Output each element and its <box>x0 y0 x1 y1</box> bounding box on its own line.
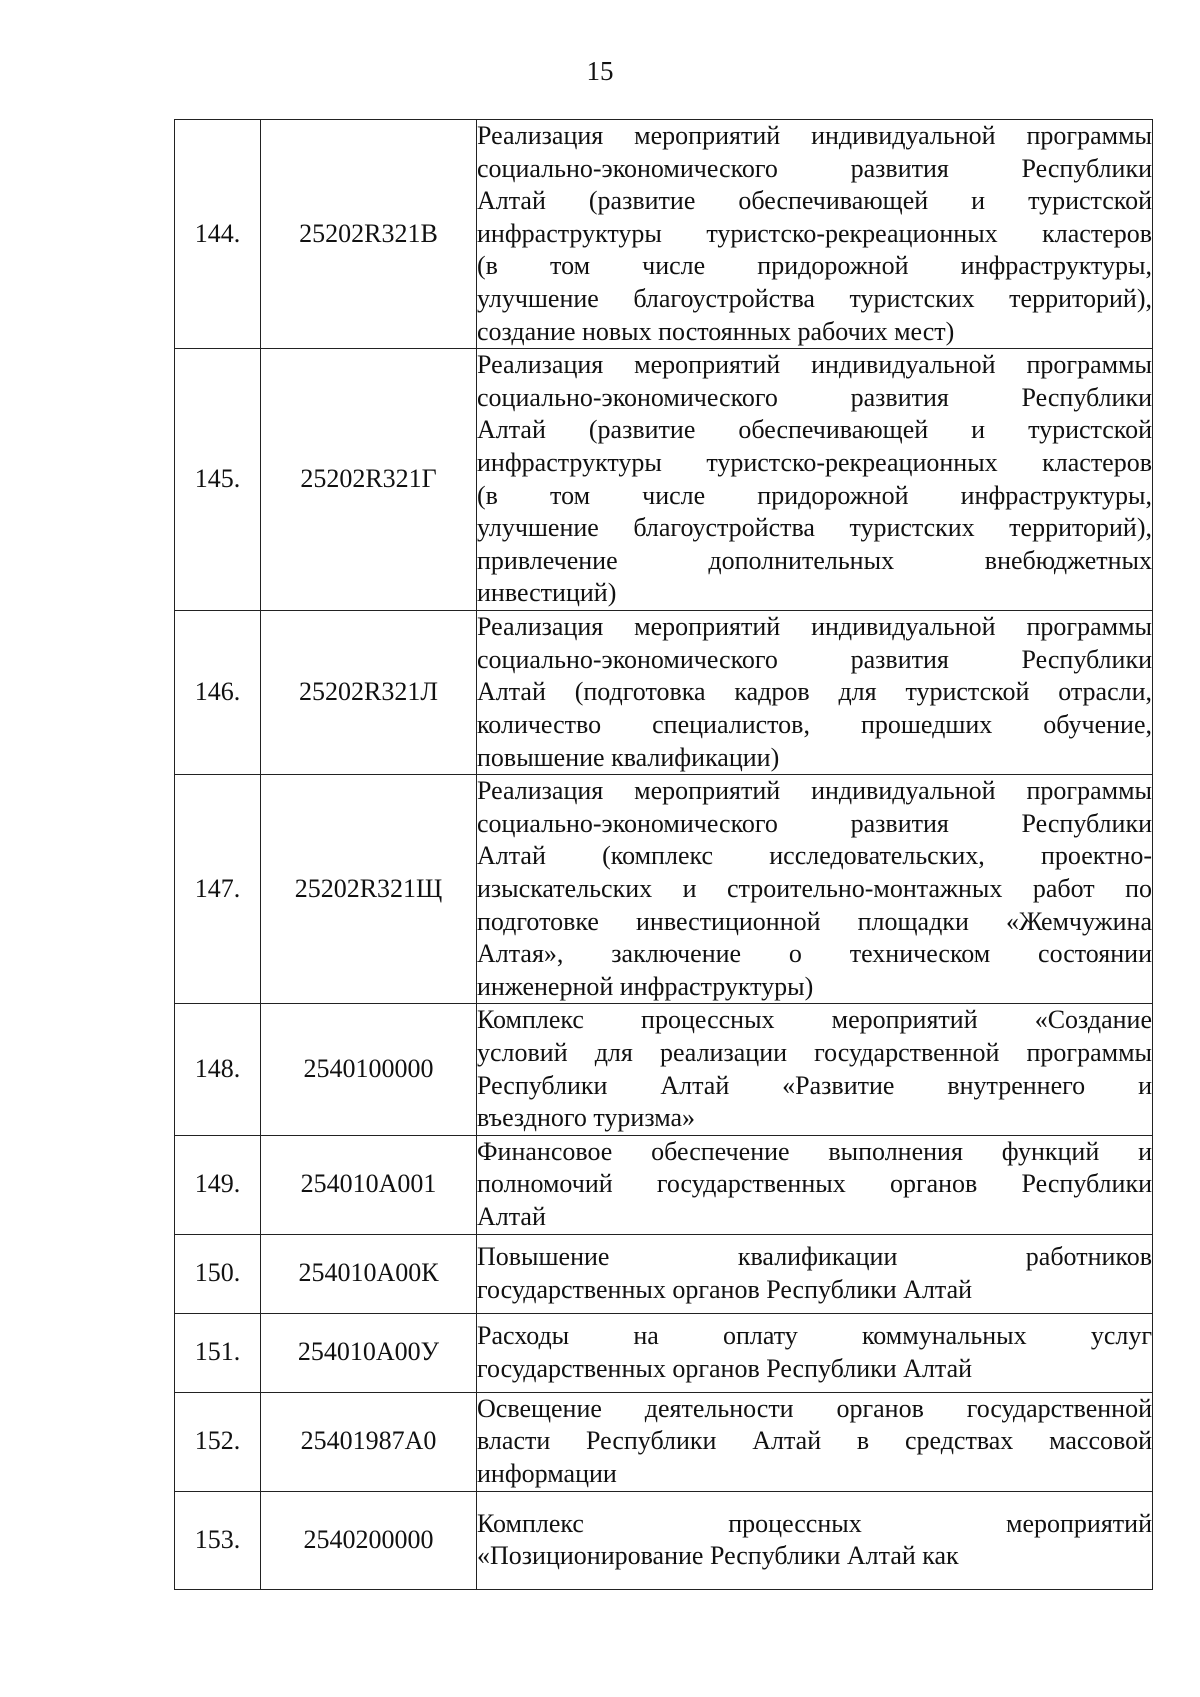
row-code: 25202R321Щ <box>261 775 477 1004</box>
row-code: 25202R321Г <box>261 349 477 611</box>
row-description <box>477 1004 1153 1135</box>
table-row <box>175 1135 1153 1234</box>
description-line: улучшение благоустройства туристских территорий), <box>477 283 1152 313</box>
row-number: 152. <box>175 1392 261 1491</box>
row-number: 149. <box>175 1135 261 1234</box>
table-row <box>175 1004 1153 1135</box>
row-description <box>477 1313 1153 1392</box>
row-number: 148. <box>175 1004 261 1135</box>
description-line: социально-экономического развития Республики <box>477 644 1152 674</box>
description-line: повышение квалификации) <box>477 742 780 772</box>
description-line: информации <box>477 1458 617 1488</box>
row-code: 2540200000 <box>261 1491 477 1589</box>
row-code: 2540100000 <box>261 1004 477 1135</box>
row-number: 150. <box>175 1234 261 1313</box>
description-line: Алтай (развитие обеспечивающей и туристской <box>477 415 1152 445</box>
description-line: инженерной инфраструктуры) <box>477 971 814 1001</box>
row-description <box>477 775 1153 1004</box>
row-code: 254010А00К <box>261 1234 477 1313</box>
description-line: (в том числе придорожной инфраструктуры, <box>477 251 1152 281</box>
description-line: изыскательских и строительно-монтажных работ по <box>477 873 1152 903</box>
row-code: 25202R321Л <box>261 611 477 775</box>
table-row <box>175 349 1153 611</box>
description-line: Алтай (комплекс исследовательских, проектно- <box>477 841 1152 871</box>
row-description <box>477 349 1153 611</box>
row-number: 145. <box>175 349 261 611</box>
description-line: Реализация мероприятий индивидуальной программы <box>477 612 1152 642</box>
budget-classification-table <box>174 119 1153 1590</box>
description-line: инфраструктуры туристско-рекреационных кластеров <box>477 448 1152 478</box>
row-code: 254010А001 <box>261 1135 477 1234</box>
table-row <box>175 1491 1153 1589</box>
table-row <box>175 775 1153 1004</box>
description-line: Алтай (подготовка кадров для туристской отрасли, <box>477 677 1152 707</box>
row-description <box>477 611 1153 775</box>
table-row <box>175 1392 1153 1491</box>
description-line: государственных органов Республики Алтай <box>477 1274 973 1304</box>
description-line: создание новых постоянных рабочих мест) <box>477 316 955 346</box>
description-line: Реализация мероприятий индивидуальной программы <box>477 776 1152 806</box>
description-line: социально-экономического развития Республики <box>477 153 1152 183</box>
description-line: количество специалистов, прошедших обучение, <box>477 709 1152 739</box>
description-line: Комплекс процессных мероприятий «Создание <box>477 1005 1152 1035</box>
page-number: 15 <box>586 56 614 86</box>
table-row <box>175 611 1153 775</box>
row-description <box>477 1392 1153 1491</box>
description-line: условий для реализации государственной программы <box>477 1037 1152 1067</box>
row-code: 25401987А0 <box>261 1392 477 1491</box>
description-line: полномочий государственных органов Республики <box>477 1169 1152 1199</box>
description-line: Повышение квалификации работников <box>477 1242 1152 1272</box>
row-number: 151. <box>175 1313 261 1392</box>
description-line: Республики Алтай «Развитие внутреннего и <box>477 1070 1152 1100</box>
table-row <box>175 1234 1153 1313</box>
description-line: социально-экономического развития Республики <box>477 382 1152 412</box>
description-line: власти Республики Алтай в средствах массовой <box>477 1426 1152 1456</box>
description-line: въездного туризма» <box>477 1103 696 1133</box>
row-description <box>477 120 1153 349</box>
row-number: 147. <box>175 775 261 1004</box>
description-line: социально-экономического развития Республики <box>477 808 1152 838</box>
description-line: «Позиционирование Республики Алтай как <box>477 1541 959 1571</box>
description-line: инфраструктуры туристско-рекреационных кластеров <box>477 218 1152 248</box>
description-line: Алтая», заключение о техническом состоянии <box>477 939 1152 969</box>
row-description <box>477 1234 1153 1313</box>
row-code: 254010А00У <box>261 1313 477 1392</box>
description-line: государственных органов Республики Алтай <box>477 1353 973 1383</box>
row-number: 144. <box>175 120 261 349</box>
row-description <box>477 1135 1153 1234</box>
description-line: (в том числе придорожной инфраструктуры, <box>477 480 1152 510</box>
description-line: Реализация мероприятий индивидуальной программы <box>477 350 1152 380</box>
table-row <box>175 1313 1153 1392</box>
table-row <box>175 120 1153 349</box>
row-code: 25202R321В <box>261 120 477 349</box>
description-line: инвестиций) <box>477 578 617 608</box>
description-line: Освещение деятельности органов государственной <box>477 1393 1152 1423</box>
description-line: Реализация мероприятий индивидуальной программы <box>477 121 1152 150</box>
description-line: подготовке инвестиционной площадки «Жемчужина <box>477 906 1152 936</box>
description-line: привлечение дополнительных внебюджетных <box>477 545 1152 575</box>
table-body <box>175 120 1153 1590</box>
description-line: Финансовое обеспечение выполнения функций и <box>477 1136 1152 1166</box>
row-description <box>477 1491 1153 1589</box>
description-line: Алтай <box>477 1201 546 1231</box>
description-line: улучшение благоустройства туристских территорий), <box>477 513 1152 543</box>
description-line: Алтай (развитие обеспечивающей и туристской <box>477 186 1152 216</box>
description-line: Комплекс процессных мероприятий <box>477 1508 1152 1538</box>
row-number: 153. <box>175 1491 261 1589</box>
description-line: Расходы на оплату коммунальных услуг <box>477 1321 1152 1351</box>
row-number: 146. <box>175 611 261 775</box>
